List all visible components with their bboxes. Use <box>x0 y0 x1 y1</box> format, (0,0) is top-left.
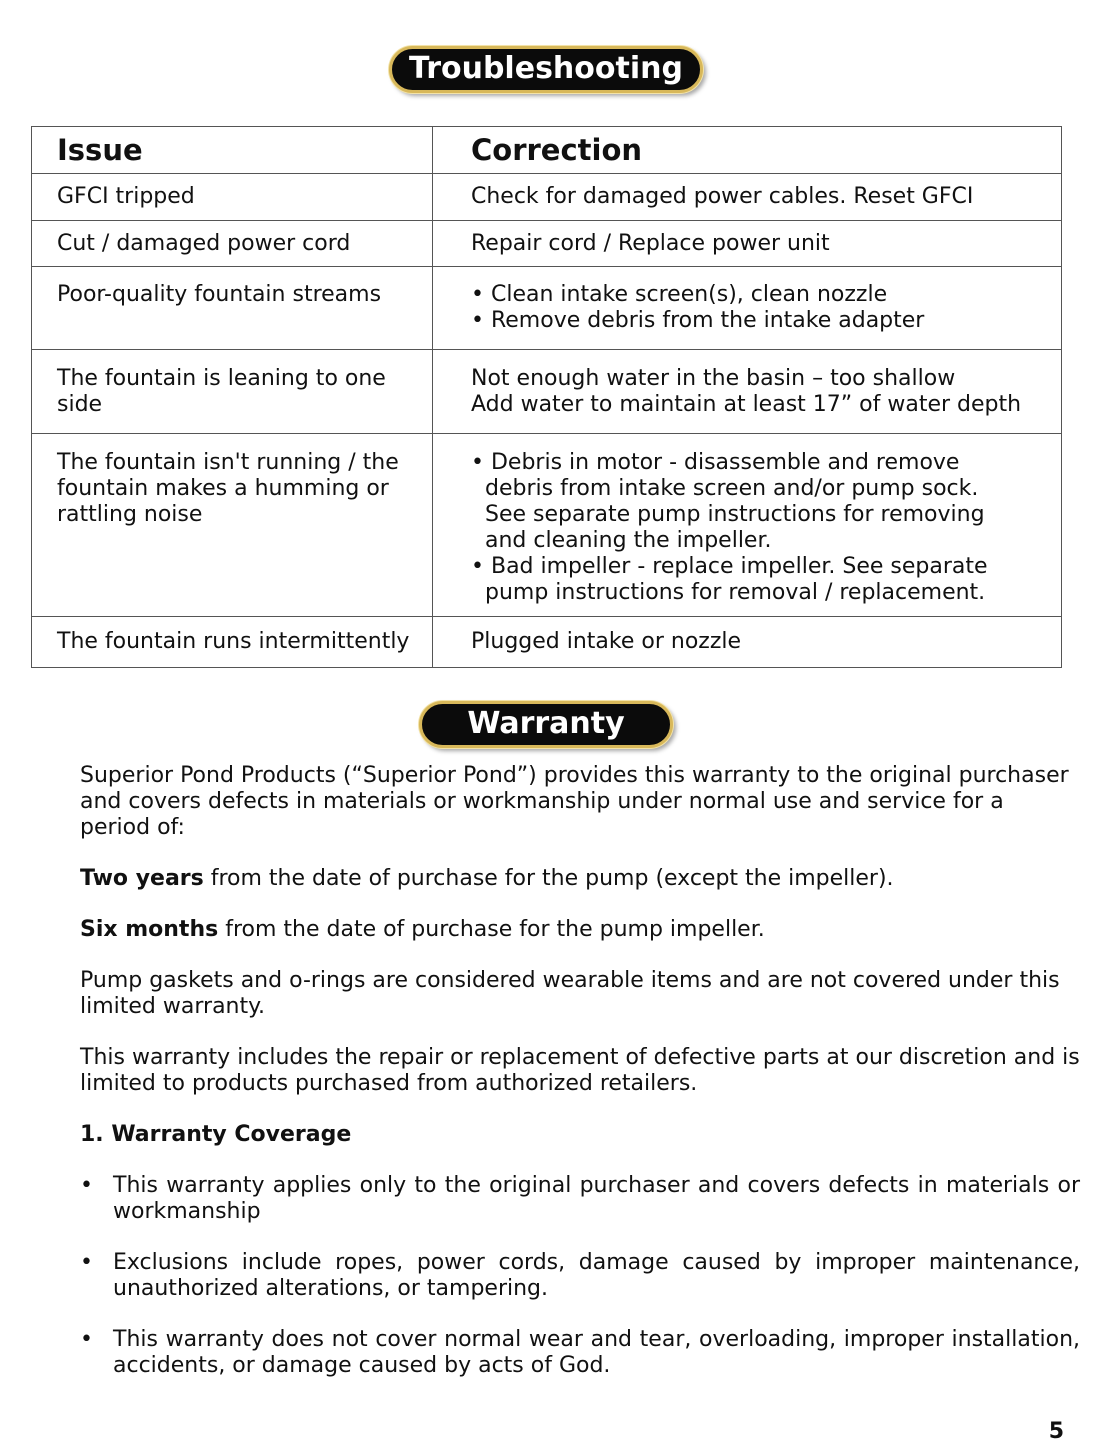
correction-cell: Plugged intake or nozzle <box>433 617 1062 668</box>
six-months-text: from the date of purchase for the pump impeller. <box>218 917 765 942</box>
troubleshooting-heading: Troubleshooting <box>389 46 703 93</box>
issue-cell: Cut / damaged power cord <box>32 221 433 267</box>
warranty-repair: This warranty includes the repair or replacement of defective parts at our discretion and is limited to products purchased from authorized retailers. <box>80 1045 1080 1096</box>
bullet: • <box>80 1250 93 1275</box>
list-item <box>80 1173 1080 1225</box>
correction-cell <box>433 434 1062 617</box>
warranty-gaskets: Pump gaskets and o-rings are considered wearable items and are not covered under this limited warranty. <box>80 968 1060 1019</box>
bullet: • <box>80 1173 93 1198</box>
issue-cell: The fountain runs intermittently <box>32 617 433 668</box>
warranty-two-years <box>80 866 1080 892</box>
warranty-heading: Warranty <box>419 701 673 748</box>
table-row <box>32 350 1062 434</box>
correction-cell: Check for damaged power cables. Reset GFCI <box>433 174 1062 221</box>
correction-line: • Bad impeller - replace impeller. See separate pump instructions for removal / replacement. <box>471 554 988 605</box>
issue-cell: The fountain isn't running / the fountain makes a humming or rattling noise <box>32 434 433 617</box>
list-item <box>80 1327 1080 1379</box>
six-months-label: Six months <box>80 917 219 942</box>
issue-cell: Poor-quality fountain streams <box>32 267 433 350</box>
warranty-body <box>80 763 1080 1404</box>
correction-cell <box>433 350 1062 434</box>
correction-line: Not enough water in the basin – too shallow <box>471 366 956 391</box>
two-years-text: from the date of purchase for the pump (except the impeller). <box>203 866 894 891</box>
warranty-coverage-heading: 1. Warranty Coverage <box>80 1122 352 1147</box>
list-item-text: This warranty does not cover normal wear and tear, overloading, improper installation, accidents, or damage caused by acts of God. <box>113 1327 1080 1378</box>
warranty-coverage-list <box>80 1173 1080 1379</box>
correction-line: Add water to maintain at least 17” of water depth <box>471 392 1022 417</box>
list-item <box>80 1250 1080 1302</box>
correction-cell <box>433 267 1062 350</box>
table-row <box>32 221 1062 267</box>
list-item-text: Exclusions include ropes, power cords, damage caused by improper maintenance, unauthorized alterations, or tampering. <box>113 1250 1080 1301</box>
correction-line: • Clean intake screen(s), clean nozzle <box>471 282 888 307</box>
correction-cell: Repair cord / Replace power unit <box>433 221 1062 267</box>
correction-line: • Debris in motor - disassemble and remove debris from intake screen and/or pump sock. See separate pump instructions for removing and cleaning the impeller. <box>471 450 985 553</box>
issue-cell: GFCI tripped <box>32 174 433 221</box>
table-header-row <box>32 127 1062 174</box>
list-item-text: This warranty applies only to the original purchaser and covers defects in materials or workmanship <box>113 1173 1080 1224</box>
two-years-label: Two years <box>80 866 204 891</box>
correction-line: • Remove debris from the intake adapter <box>471 308 925 333</box>
table-row <box>32 174 1062 221</box>
issue-cell: The fountain is leaning to one side <box>32 350 433 434</box>
table-row <box>32 267 1062 350</box>
issue-column-header: Issue <box>32 127 433 174</box>
page-number: 5 <box>1048 1419 1064 1444</box>
troubleshooting-table <box>31 126 1062 668</box>
warranty-six-months <box>80 917 1080 943</box>
table-row <box>32 434 1062 617</box>
warranty-intro: Superior Pond Products (“Superior Pond”) provides this warranty to the original purchaser and covers defects in materials or workmanship under normal use and service for a period of: <box>80 763 1069 840</box>
correction-column-header: Correction <box>433 127 1062 174</box>
bullet: • <box>80 1327 93 1352</box>
table-row <box>32 617 1062 668</box>
